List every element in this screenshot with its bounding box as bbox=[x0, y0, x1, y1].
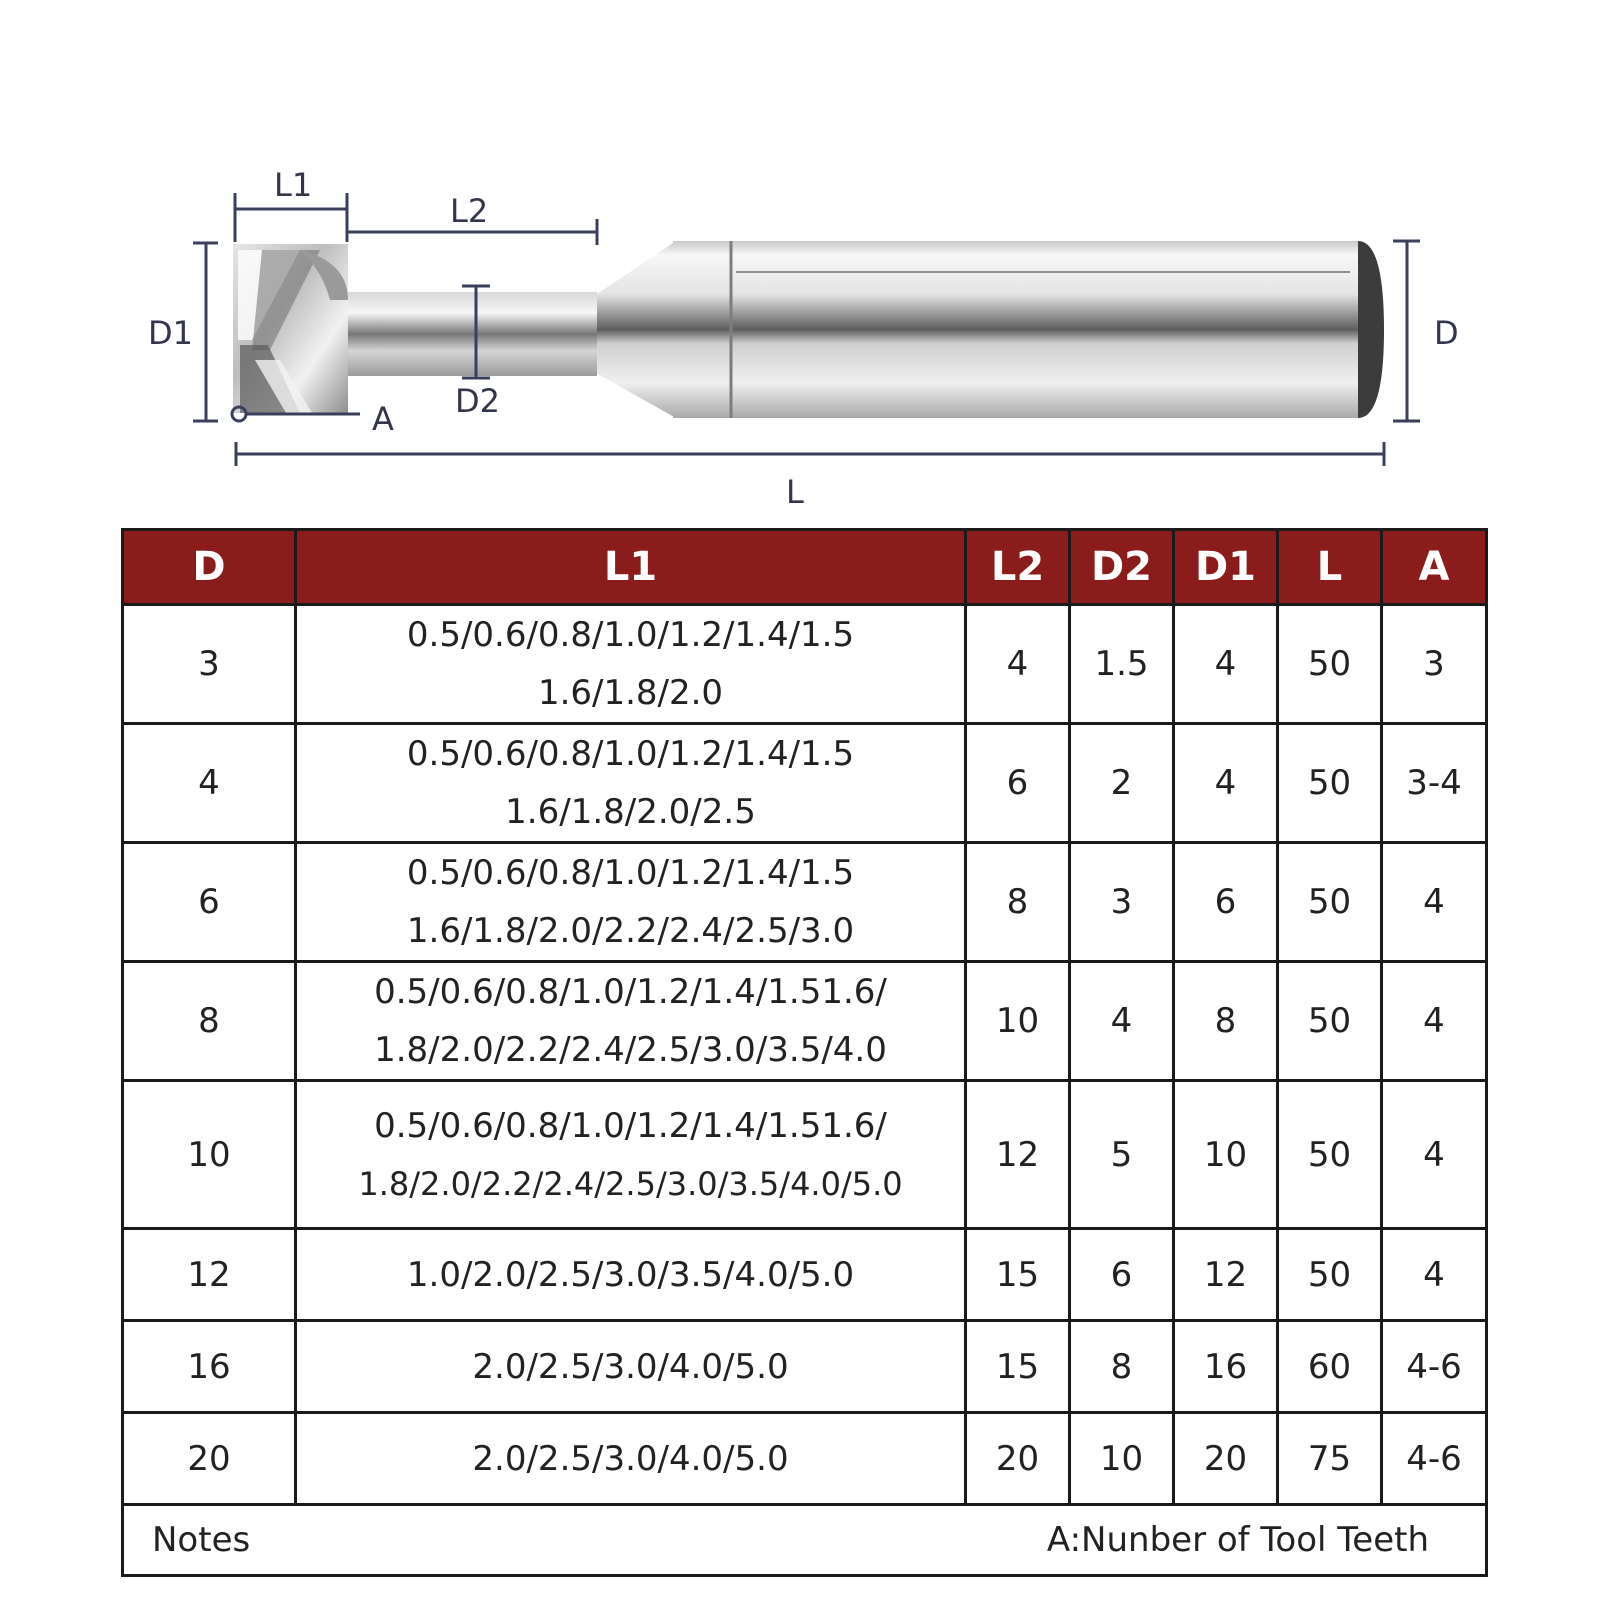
label-d2: D2 bbox=[455, 382, 500, 420]
cell-a: 4 bbox=[1382, 962, 1487, 1081]
cell-d1: 4 bbox=[1174, 605, 1278, 724]
header-l1: L1 bbox=[296, 530, 966, 605]
cell-l1-line: 1.8/2.0/2.2/2.4/2.5/3.0/3.5/4.0/5.0 bbox=[358, 1164, 903, 1203]
cell-d2: 4 bbox=[1070, 962, 1174, 1081]
cell-l2: 20 bbox=[966, 1413, 1070, 1505]
cell-a: 4-6 bbox=[1382, 1321, 1487, 1413]
table-row bbox=[123, 1413, 1487, 1505]
cell-d2: 3 bbox=[1070, 843, 1174, 962]
cell-l1 bbox=[296, 605, 966, 724]
cell-l1-line: 1.6/1.8/2.0 bbox=[537, 673, 724, 713]
cell-d: 10 bbox=[123, 1081, 296, 1229]
cell-d: 20 bbox=[123, 1413, 296, 1505]
notes-cell bbox=[123, 1505, 1487, 1576]
cell-d1: 4 bbox=[1174, 724, 1278, 843]
cell-a: 4 bbox=[1382, 1081, 1487, 1229]
cell-l1 bbox=[296, 724, 966, 843]
table-row bbox=[123, 1081, 1487, 1229]
cell-l: 60 bbox=[1278, 1321, 1382, 1413]
notes-label: Notes bbox=[152, 1520, 251, 1560]
cell-d2: 6 bbox=[1070, 1229, 1174, 1321]
table-row bbox=[123, 1229, 1487, 1321]
cell-d: 3 bbox=[123, 605, 296, 724]
tool-collar bbox=[673, 241, 729, 418]
table-row bbox=[123, 1321, 1487, 1413]
cell-l1-line: 1.6/1.8/2.0/2.5 bbox=[505, 792, 756, 832]
cell-l2: 10 bbox=[966, 962, 1070, 1081]
label-l2: L2 bbox=[450, 192, 489, 230]
cell-a: 4-6 bbox=[1382, 1413, 1487, 1505]
cell-l1-line: 0.5/0.6/0.8/1.0/1.2/1.4/1.51.6/ bbox=[374, 1105, 887, 1146]
tool-diagram bbox=[0, 0, 1600, 520]
cell-a: 3 bbox=[1382, 605, 1487, 724]
label-d: D bbox=[1434, 314, 1459, 352]
cell-d1: 8 bbox=[1174, 962, 1278, 1081]
cell-l1-line: 1.8/2.0/2.2/2.4/2.5/3.0/3.5/4.0 bbox=[374, 1030, 887, 1070]
cell-l: 50 bbox=[1278, 962, 1382, 1081]
cell-l2: 6 bbox=[966, 724, 1070, 843]
cell-l1-line: 0.5/0.6/0.8/1.0/1.2/1.4/1.5 bbox=[406, 853, 855, 893]
cell-l: 50 bbox=[1278, 724, 1382, 843]
table-row bbox=[123, 843, 1487, 962]
cell-d2: 5 bbox=[1070, 1081, 1174, 1229]
tool-neck bbox=[343, 292, 597, 376]
cell-l1 bbox=[296, 1413, 966, 1505]
cell-d: 8 bbox=[123, 962, 296, 1081]
cell-l1 bbox=[296, 1321, 966, 1413]
cell-l: 50 bbox=[1278, 843, 1382, 962]
cell-l: 50 bbox=[1278, 1081, 1382, 1229]
cell-a: 4 bbox=[1382, 1229, 1487, 1321]
notes-row bbox=[123, 1505, 1487, 1576]
label-a: A bbox=[372, 400, 394, 438]
cell-l1 bbox=[296, 843, 966, 962]
cell-a: 3-4 bbox=[1382, 724, 1487, 843]
cell-l: 50 bbox=[1278, 1229, 1382, 1321]
cell-l: 75 bbox=[1278, 1413, 1382, 1505]
cell-d2: 1.5 bbox=[1070, 605, 1174, 724]
cell-d1: 6 bbox=[1174, 843, 1278, 962]
cell-l1 bbox=[296, 962, 966, 1081]
header-l: L bbox=[1278, 530, 1382, 605]
label-l1: L1 bbox=[274, 166, 313, 204]
cell-l1-line: 0.5/0.6/0.8/1.0/1.2/1.4/1.5 bbox=[406, 615, 855, 655]
notes-text: A:Nunber of Tool Teeth bbox=[1046, 1520, 1429, 1560]
table-header-row bbox=[123, 530, 1487, 605]
cell-l1-line: 0.5/0.6/0.8/1.0/1.2/1.4/1.51.6/ bbox=[374, 972, 887, 1012]
cell-d: 16 bbox=[123, 1321, 296, 1413]
cell-l2: 8 bbox=[966, 843, 1070, 962]
cell-l2: 15 bbox=[966, 1321, 1070, 1413]
header-a: A bbox=[1382, 530, 1487, 605]
cell-d1: 10 bbox=[1174, 1081, 1278, 1229]
cell-d2: 8 bbox=[1070, 1321, 1174, 1413]
cell-l1-line: 1.6/1.8/2.0/2.2/2.4/2.5/3.0 bbox=[406, 911, 855, 951]
header-d: D bbox=[123, 530, 296, 605]
spec-table bbox=[121, 528, 1488, 1577]
cell-l1-line: 2.0/2.5/3.0/4.0/5.0 bbox=[472, 1346, 789, 1387]
cell-l2: 15 bbox=[966, 1229, 1070, 1321]
table-row bbox=[123, 962, 1487, 1081]
label-d1: D1 bbox=[148, 314, 193, 352]
cell-d: 6 bbox=[123, 843, 296, 962]
cell-l1 bbox=[296, 1229, 966, 1321]
table-row bbox=[123, 605, 1487, 724]
label-l: L bbox=[786, 473, 804, 511]
cell-d1: 16 bbox=[1174, 1321, 1278, 1413]
header-d2: D2 bbox=[1070, 530, 1174, 605]
cell-a: 4 bbox=[1382, 843, 1487, 962]
cell-d1: 20 bbox=[1174, 1413, 1278, 1505]
tool-cutting-head bbox=[233, 244, 348, 413]
cell-l2: 4 bbox=[966, 605, 1070, 724]
tool-taper bbox=[594, 241, 676, 418]
cell-l1-line: 1.0/2.0/2.5/3.0/3.5/4.0/5.0 bbox=[406, 1254, 855, 1295]
cell-l1 bbox=[296, 1081, 966, 1229]
tool-shank bbox=[726, 241, 1384, 418]
cell-l2: 12 bbox=[966, 1081, 1070, 1229]
cell-d2: 2 bbox=[1070, 724, 1174, 843]
table-row bbox=[123, 724, 1487, 843]
cell-d2: 10 bbox=[1070, 1413, 1174, 1505]
cell-d: 4 bbox=[123, 724, 296, 843]
header-l2: L2 bbox=[966, 530, 1070, 605]
cell-l1-line: 0.5/0.6/0.8/1.0/1.2/1.4/1.5 bbox=[406, 734, 855, 774]
header-d1: D1 bbox=[1174, 530, 1278, 605]
cell-d: 12 bbox=[123, 1229, 296, 1321]
cell-l1-line: 2.0/2.5/3.0/4.0/5.0 bbox=[472, 1438, 789, 1479]
cell-l: 50 bbox=[1278, 605, 1382, 724]
cell-d1: 12 bbox=[1174, 1229, 1278, 1321]
